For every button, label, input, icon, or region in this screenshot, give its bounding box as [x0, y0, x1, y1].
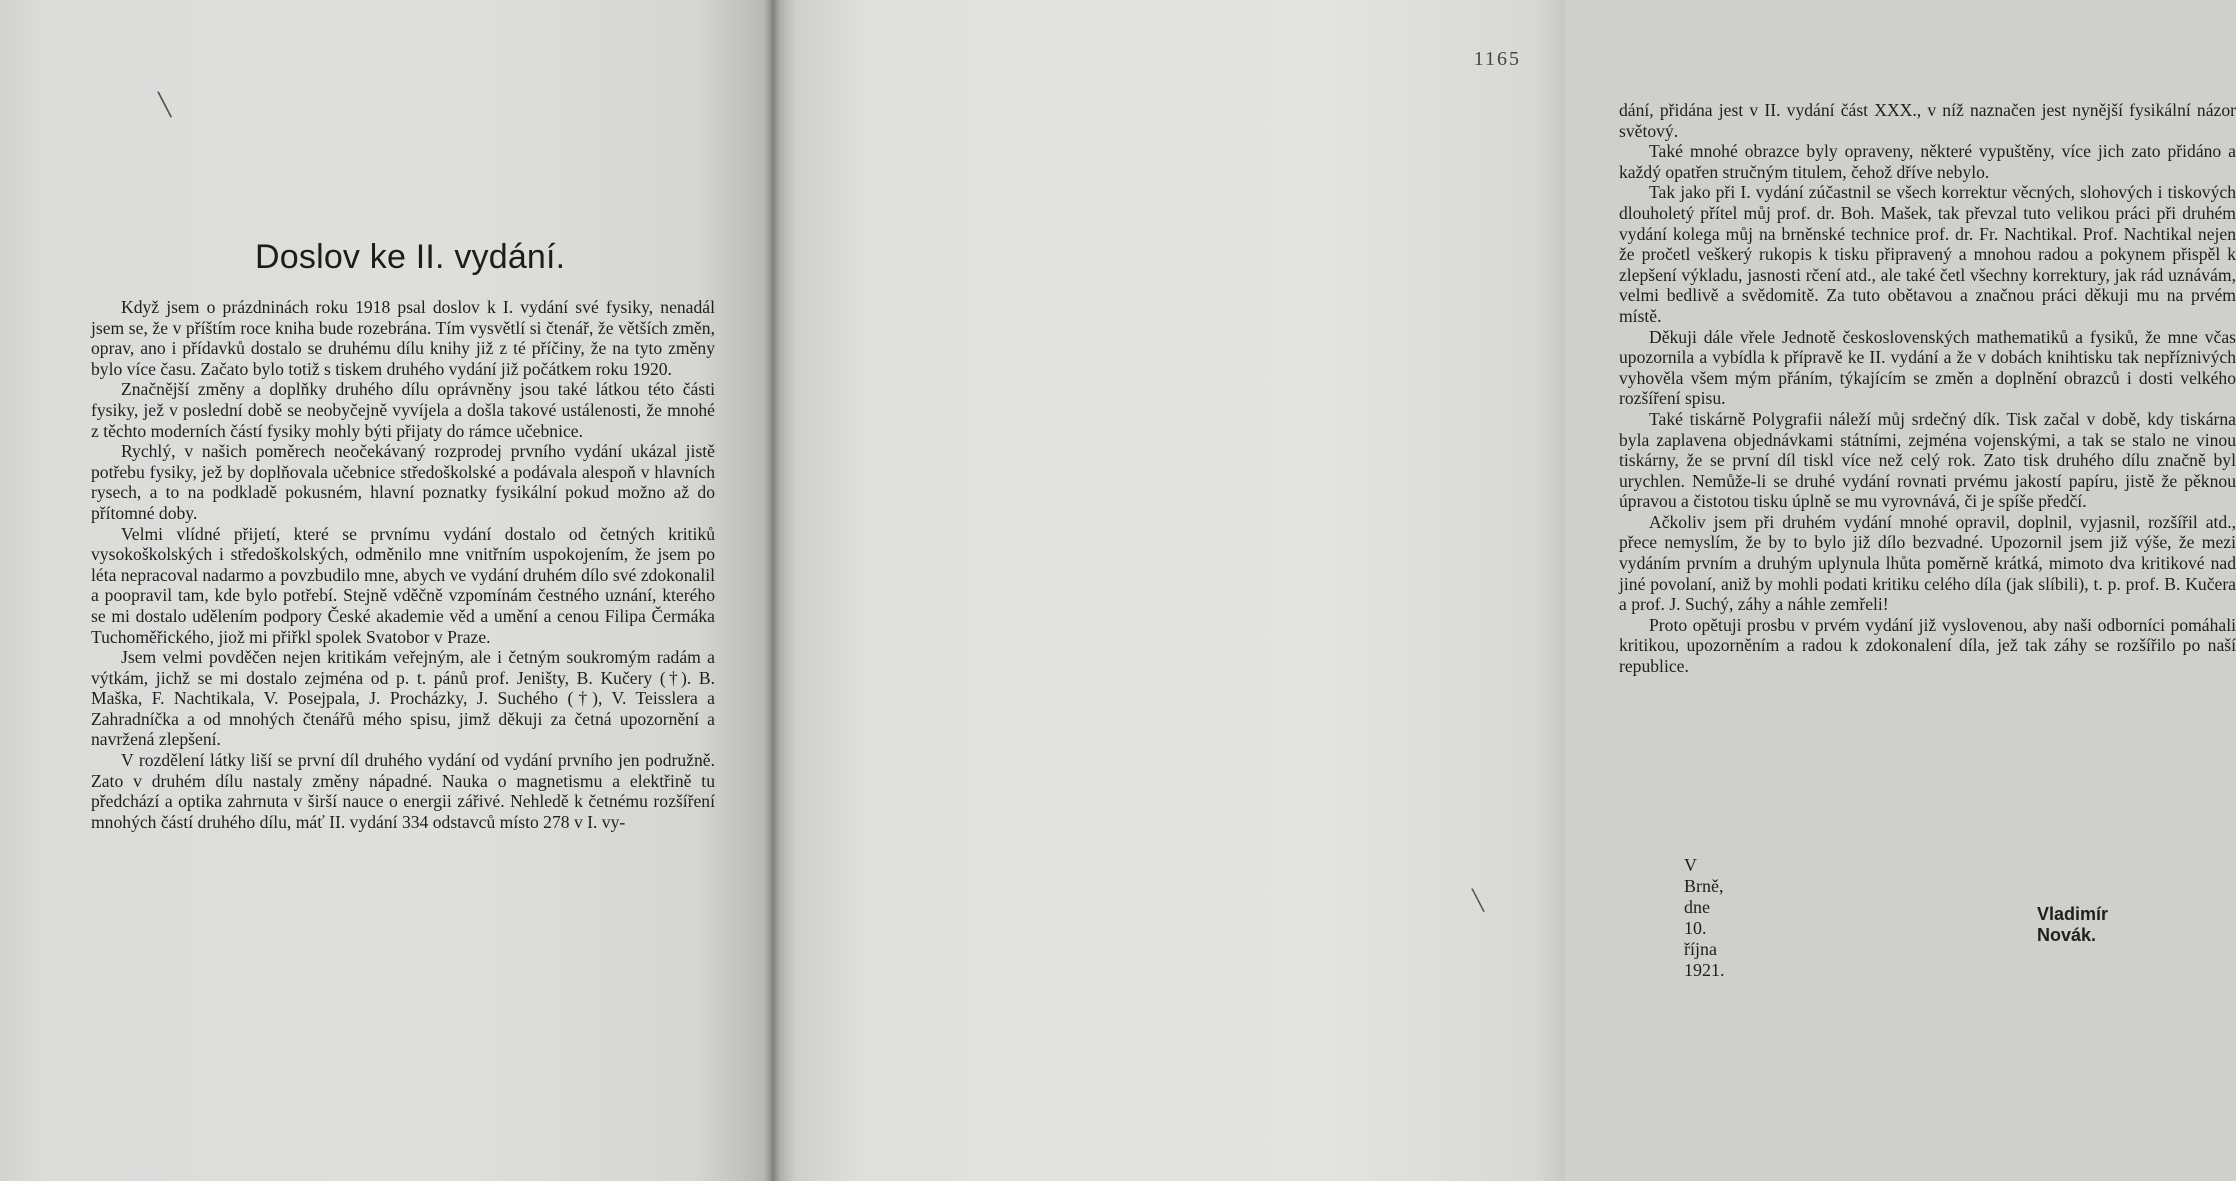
paragraph: Rychlý, v našich poměrech neočekávaný rozprodej prvního vydání ukázal jistě potřebu fysiky, jež by doplňovala učebnice středoškolské a podávala alespoň v hlavních rysech, a to na podkladě pokusném, hlavní poznatky fysikální pokud možno až do přítomné doby. [91, 441, 715, 523]
stray-mark: ╲ [1472, 890, 1485, 912]
paragraph: Jsem velmi povděčen nejen kritikám veřejným, ale i četným soukromým radám a výtkám, jichž se mi dostalo zejména od p. t. pánů prof. Jeništy, B. Kučery (†). B. Maška, F. Nachtikala, V. Posejpala, J. Procházky, J. Suchého (†), V. Teisslera a Zahradníčka a od mnohých čtenářů mého spisu, jimž děkuji za četná upozornění a navržená zlepšení. [91, 647, 715, 750]
left-page [0, 0, 772, 1181]
paragraph: Značnější změny a doplňky druhého dílu oprávněny jsou také látkou této části fysiky, jež v poslední době se neobyčejně vyvíjela a došla takové ustálenosti, že mnohé z těchto moderních částí fysiky mohly býti přijaty do rámce učebnice. [91, 379, 715, 441]
paragraph: Také tiskárně Polygrafii náleží můj srdečný dík. Tisk začal v době, kdy tiskárna byla zaplavena objednávkami státními, zejména vojenskými, a tak se stalo ne vinou tiskárny, že se první díl tiskl více než celý rok. Zato tisk druhého dílu značně byl urychlen. Nemůže-li se druhé vydání rovnati prvému jakostí papíru, jistě že pěknou úpravou a čistotou tisku úplně se mu vyrovnává, či je spíše předčí. [1619, 408, 2236, 512]
right-body-text [1619, 100, 2236, 677]
right-page [772, 0, 2236, 1181]
paragraph: Proto opětuji prosbu v prvém vydání již vyslovenou, aby naši odborníci pomáhali kritikou, upozorněním a radou k zdokonalení díla, jež tak záhy se rozšířilo po naší republice. [1619, 614, 2236, 677]
signature: Vladimír Novák. [2037, 904, 2109, 945]
paragraph: Také mnohé obrazce byly opraveny, některé vypuštěny, více jich zato přidáno a každý opatřen stručným titulem, čehož dříve nebylo. [1619, 141, 2236, 182]
paragraph: dání, přidána jest v II. vydání část XXX., v níž naznačen jest nynější fysikální názor světový. [1619, 100, 2236, 141]
paragraph: Ačkoliv jsem při druhém vydání mnohé opravil, doplnil, vyjasnil, rozšířil atd., přece nemyslím, že by to bylo již dílo bezvadné. Upozornil jsem již výše, že mezi vydáním prvním a druhým uplynula lhůta poměrně krátká, mimoto dva kritikové nad jiné povolaní, aniž by mohli podati kritiku celého díla (jak slíbili), t. p. prof. B. Kučera a prof. J. Suchý, záhy a náhle zemřeli! [1619, 511, 2236, 615]
paragraph: V rozdělení látky liší se první díl druhého vydání od vydání prvního jen podružně. Zato v druhém dílu nastaly změny nápadné. Nauka o magnetismu a elektřině tu předchází a optika zahrnuta v širší nauce o energii zářivé. Nehledě k četnému rozšíření mnohých částí druhého dílu, máť II. vydání 334 odstavců místo 278 v I. vy- [91, 750, 715, 832]
paragraph: Děkuji dále vřele Jednotě československých mathematiků a fysiků, že mne včas upozornila a vybídla k přípravě ke II. vydání a že v dobách knihtisku tak nepříznivých vyhověla všem mým přáním, týkajícím se změn a doplnění obrazců i dosti velkého rozšíření spisu. [1619, 326, 2236, 409]
page-title: Doslov ke II. vydání. [255, 238, 566, 276]
page-number: 1165 [1473, 48, 1521, 70]
place-date: V Brně, dne 10. října 1921. [1684, 855, 1725, 980]
stray-mark: ╲ [158, 92, 172, 117]
left-body-text [91, 297, 715, 832]
book-gutter [764, 0, 780, 1181]
paragraph: Tak jako při I. vydání zúčastnil se všech korrektur věcných, slohových i tiskových dlouholetý přítel můj prof. dr. Boh. Mašek, tak převzal tuto velikou práci při druhém vydání kolega můj na brněnské technice prof. dr. Fr. Nachtikal. Prof. Nachtikal nejen že pročetl veškerý rukopis k tisku připravený a mnohou radou a pokynem přispěl k zlepšení výkladu, jasnosti rčení atd., ale také četl všechny korrektury, jak rád uznávám, velmi bedlivě a svědomitě. Za tuto obětavou a značnou práci děkuji mu na prvém místě. [1619, 182, 2236, 326]
paragraph: Velmi vlídné přijetí, které se prvnímu vydání dostalo od četných kritiků vysokoškolských i středoškolských, odměnilo mne vnitřním uspokojením, že jsem po léta nepracoval nadarmo a povzbudilo mne, abych ve vydání druhém dílo své zdokonalil a poopravil tam, kde bylo potřebí. Stejně vděčně vzpomínám čestného uznání, kterého se mi dostalo udělením podpory České akademie věd a umění a cenou Filipa Čermáka Tuchoměřického, jiož mi přiřkl spolek Svatobor v Praze. [91, 523, 715, 647]
paragraph: Když jsem o prázdninách roku 1918 psal doslov k I. vydání své fysiky, nenadál jsem se, že v příštím roce kniha bude rozebrána. Tím vysvětlí si čtenář, že větších změn, oprav, ano i přídavků dostalo se druhému dílu knihy již z té příčiny, že na tyto změny bylo více času. Začato bylo totiž s tiskem druhého vydání již počátkem roku 1920. [91, 297, 715, 379]
